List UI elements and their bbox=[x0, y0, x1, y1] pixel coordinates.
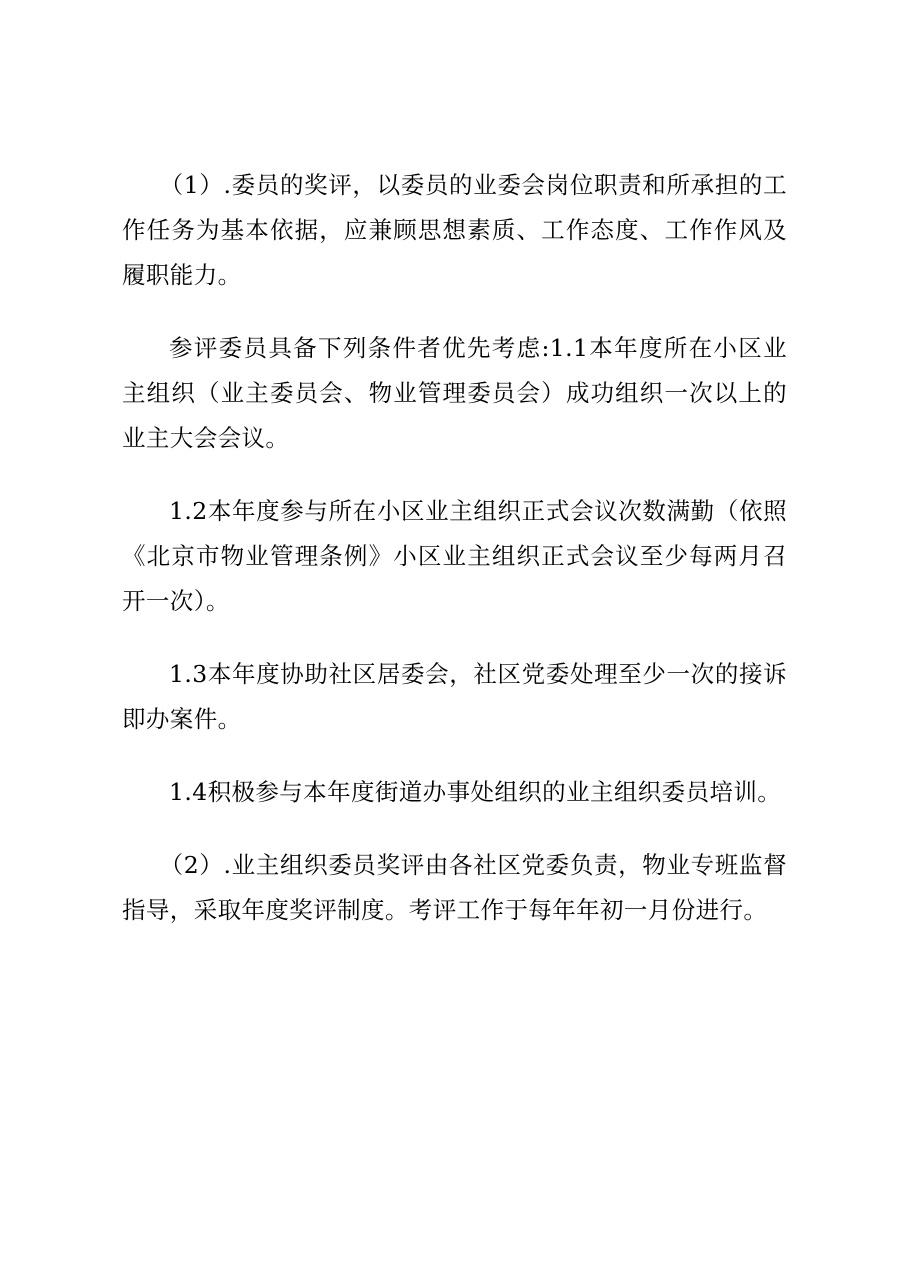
paragraph-3: 1.2本年度参与所在小区业主组织正式会议次数满勤（依照《北京市物业管理条例》小区业主组织正式会议至少每两月召开一次）。 bbox=[122, 497, 787, 615]
document-page bbox=[122, 163, 787, 961]
paragraph-4: 1.3本年度协助社区居委会，社区党委处理至少一次的接诉即办案件。 bbox=[122, 660, 787, 733]
paragraph-5: 1.4积极参与本年度街道办事处组织的业主组织委员培训。 bbox=[169, 778, 782, 806]
paragraph-2: 参评委员具备下列条件者优先考虑:1.1本年度所在小区业主组织（业主委员会、物业管理委员会）成功组织一次以上的业主大会会议。 bbox=[122, 334, 787, 452]
paragraph-1: （1）.委员的奖评，以委员的业委会岗位职责和所承担的工作任务为基本依据，应兼顾思想素质、工作态度、工作作风及履职能力。 bbox=[122, 171, 787, 289]
paragraph-6: （2）.业主组织委员奖评由各社区党委负责，物业专班监督指导，采取年度奖评制度。考评工作于每年年初一月份进行。 bbox=[122, 851, 787, 924]
